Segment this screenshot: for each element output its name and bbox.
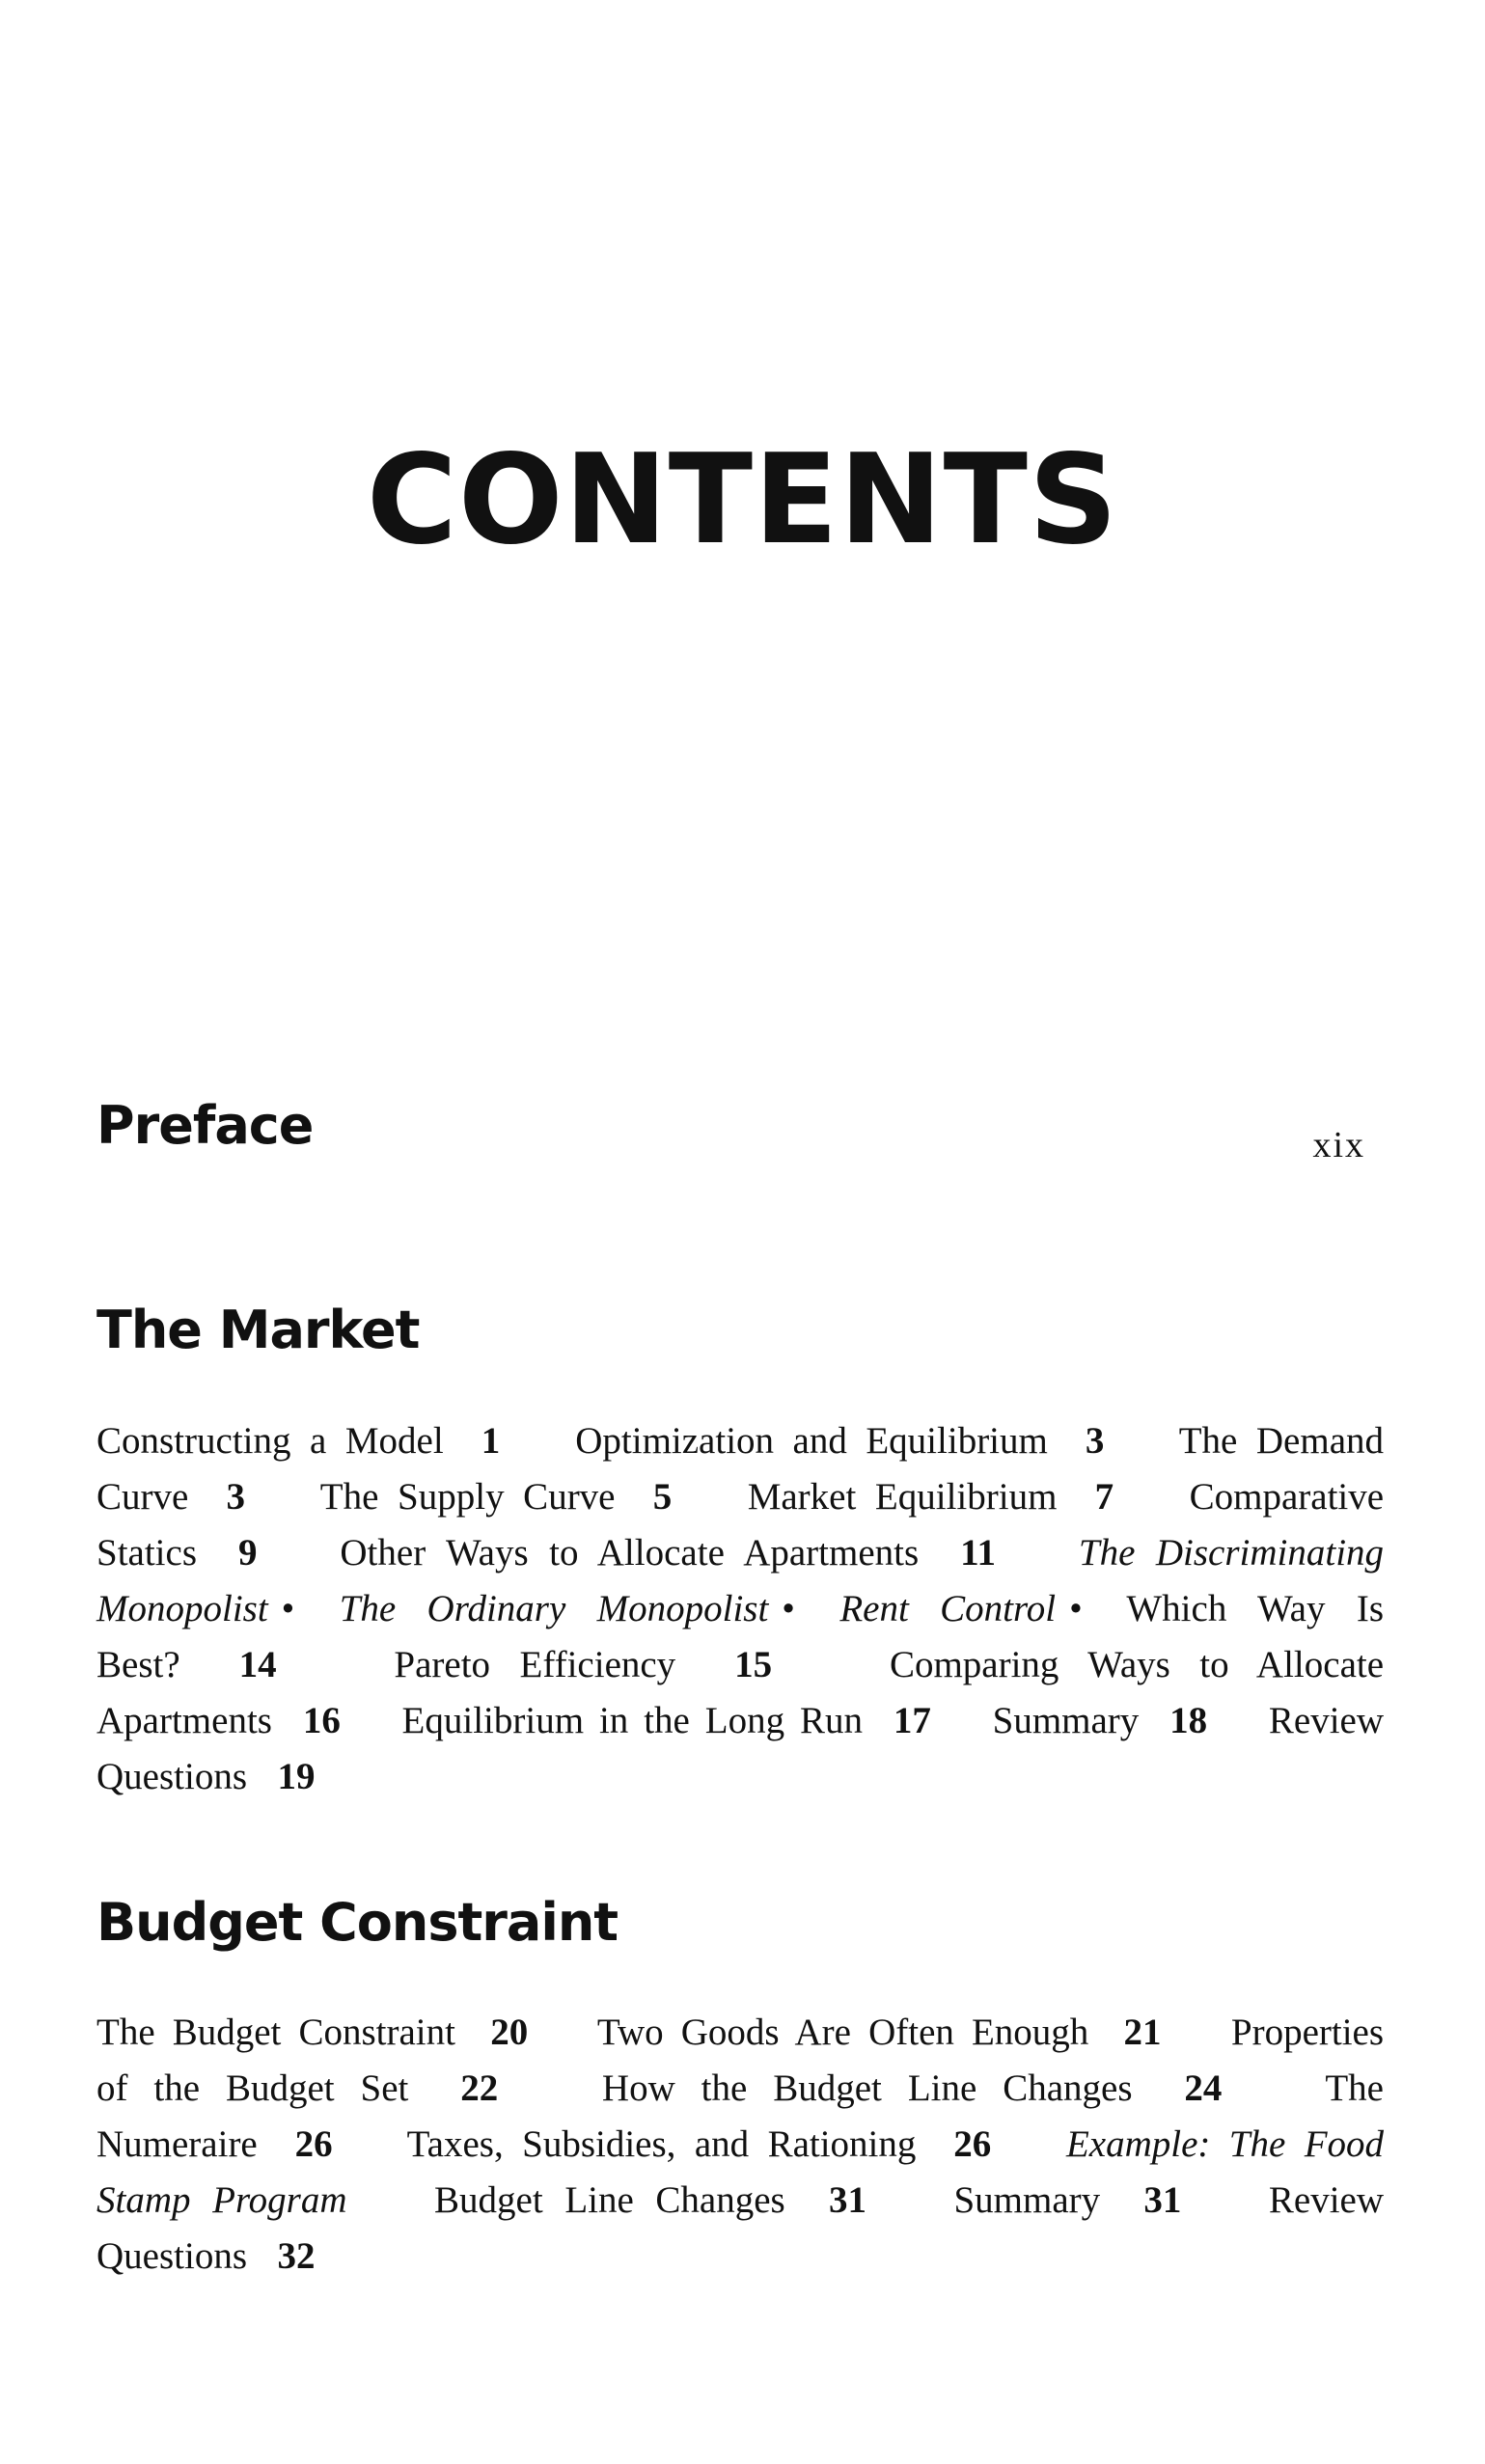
toc-entry-page-number: 7 xyxy=(1094,1476,1114,1518)
toc-entry-title: Market Equilibrium xyxy=(747,1476,1058,1518)
toc-entry-title: Constructing a Model xyxy=(96,1420,444,1462)
section-heading-budget-constraint: Budget Constraint xyxy=(96,1892,619,1953)
toc-entry-title: The Budget Constraint xyxy=(96,2012,455,2053)
toc-entry-page-number: 3 xyxy=(1085,1420,1105,1462)
bullet-separator: • xyxy=(1069,1588,1083,1629)
toc-entry xyxy=(96,2012,528,2053)
toc-entry xyxy=(320,1476,672,1518)
page-title: CONTENTS xyxy=(366,428,1119,572)
toc-entry-page-number: 32 xyxy=(277,2235,316,2277)
toc-entry-title: The Ordinary Monopolist xyxy=(339,1588,769,1629)
toc-entry xyxy=(953,2179,1181,2221)
toc-entry xyxy=(597,2012,1162,2053)
bullet-separator: • xyxy=(782,1588,795,1629)
toc-entry-page-number: 31 xyxy=(1143,2179,1182,2221)
toc-entry-title: Review Questions xyxy=(96,1700,1385,1797)
toc-entry xyxy=(340,1588,809,1629)
toc-entry-title: The Supply Curve xyxy=(319,1476,616,1518)
toc-entry-page-number: 20 xyxy=(490,2012,529,2053)
toc-entry-page-number: 26 xyxy=(953,2123,992,2165)
section-entries-the-market xyxy=(96,1413,1384,1805)
toc-entry xyxy=(402,1700,931,1741)
toc-entry-title: Budget Line Changes xyxy=(434,2179,785,2221)
toc-entry-title: Comparing Ways to Allocate Apartments xyxy=(96,1644,1385,1741)
toc-entry-page-number: 31 xyxy=(828,2179,866,2221)
toc-entry xyxy=(575,1420,1104,1462)
section-entries-budget-constraint xyxy=(96,2005,1384,2285)
toc-entry-title: The Discriminating Monopolist xyxy=(96,1532,1385,1629)
toc-entry-title: Taxes, Subsidies, and Rationing xyxy=(406,2123,917,2165)
toc-entry-title: Comparative Statics xyxy=(96,1476,1385,1574)
toc-entry-title: Rent Control xyxy=(839,1588,1057,1629)
toc-entry xyxy=(340,1532,996,1574)
preface-page-number: xix xyxy=(1312,1125,1365,1165)
toc-entry-page-number: 19 xyxy=(277,1756,316,1797)
toc-entry-page-number: 22 xyxy=(460,2067,499,2109)
toc-entry-title: Summary xyxy=(992,1700,1140,1741)
toc-entry-title: Example: The Food Stamp Program xyxy=(96,2123,1385,2221)
toc-entry-page-number: 3 xyxy=(226,1476,246,1518)
toc-entry-page-number: 17 xyxy=(893,1700,931,1741)
toc-entry xyxy=(96,1420,500,1462)
toc-entry-title: Properties of the Budget Set xyxy=(96,2012,1385,2109)
toc-entry xyxy=(602,2067,1222,2109)
toc-entry-page-number: 14 xyxy=(238,1644,277,1685)
toc-entry-title: Pareto Efficiency xyxy=(394,1644,676,1685)
toc-entry-title: Review Questions xyxy=(96,2179,1385,2277)
toc-entry xyxy=(748,1476,1114,1518)
toc-entry-page-number: 1 xyxy=(481,1420,501,1462)
toc-entry-title: Other Ways to Allocate Apartments xyxy=(340,1532,920,1574)
toc-entry-page-number: 11 xyxy=(960,1532,996,1574)
toc-entry-title: Optimization and Equilibrium xyxy=(575,1420,1048,1462)
toc-entry-page-number: 16 xyxy=(302,1700,341,1741)
section-heading-the-market: The Market xyxy=(96,1300,420,1360)
toc-entry xyxy=(993,1700,1208,1741)
toc-entry-title: How the Budget Line Changes xyxy=(601,2067,1133,2109)
toc-entry-page-number: 21 xyxy=(1123,2012,1162,2053)
toc-entry xyxy=(839,1588,1095,1629)
toc-entry-title: Equilibrium in the Long Run xyxy=(401,1700,864,1741)
toc-entry-title: The Demand Curve xyxy=(96,1420,1384,1518)
preface-heading: Preface xyxy=(96,1095,314,1156)
toc-entry-title: Two Goods Are Often Enough xyxy=(596,2012,1089,2053)
toc-entry-page-number: 24 xyxy=(1184,2067,1223,2109)
bullet-separator: • xyxy=(281,1588,295,1629)
toc-entry xyxy=(434,2179,866,2221)
toc-entry-title: Summary xyxy=(953,2179,1101,2221)
toc-entry-page-number: 18 xyxy=(1169,1700,1208,1741)
toc-entry-page-number: 15 xyxy=(734,1644,773,1685)
toc-entry-title: Which Way Is Best? xyxy=(96,1588,1385,1685)
toc-entry-page-number: 26 xyxy=(294,2123,333,2165)
toc-entry-page-number: 5 xyxy=(652,1476,673,1518)
toc-entry-page-number: 9 xyxy=(237,1532,258,1574)
toc-entry xyxy=(394,1644,772,1685)
toc-entry xyxy=(407,2123,992,2165)
toc-entry-title: The Numeraire xyxy=(96,2067,1384,2165)
